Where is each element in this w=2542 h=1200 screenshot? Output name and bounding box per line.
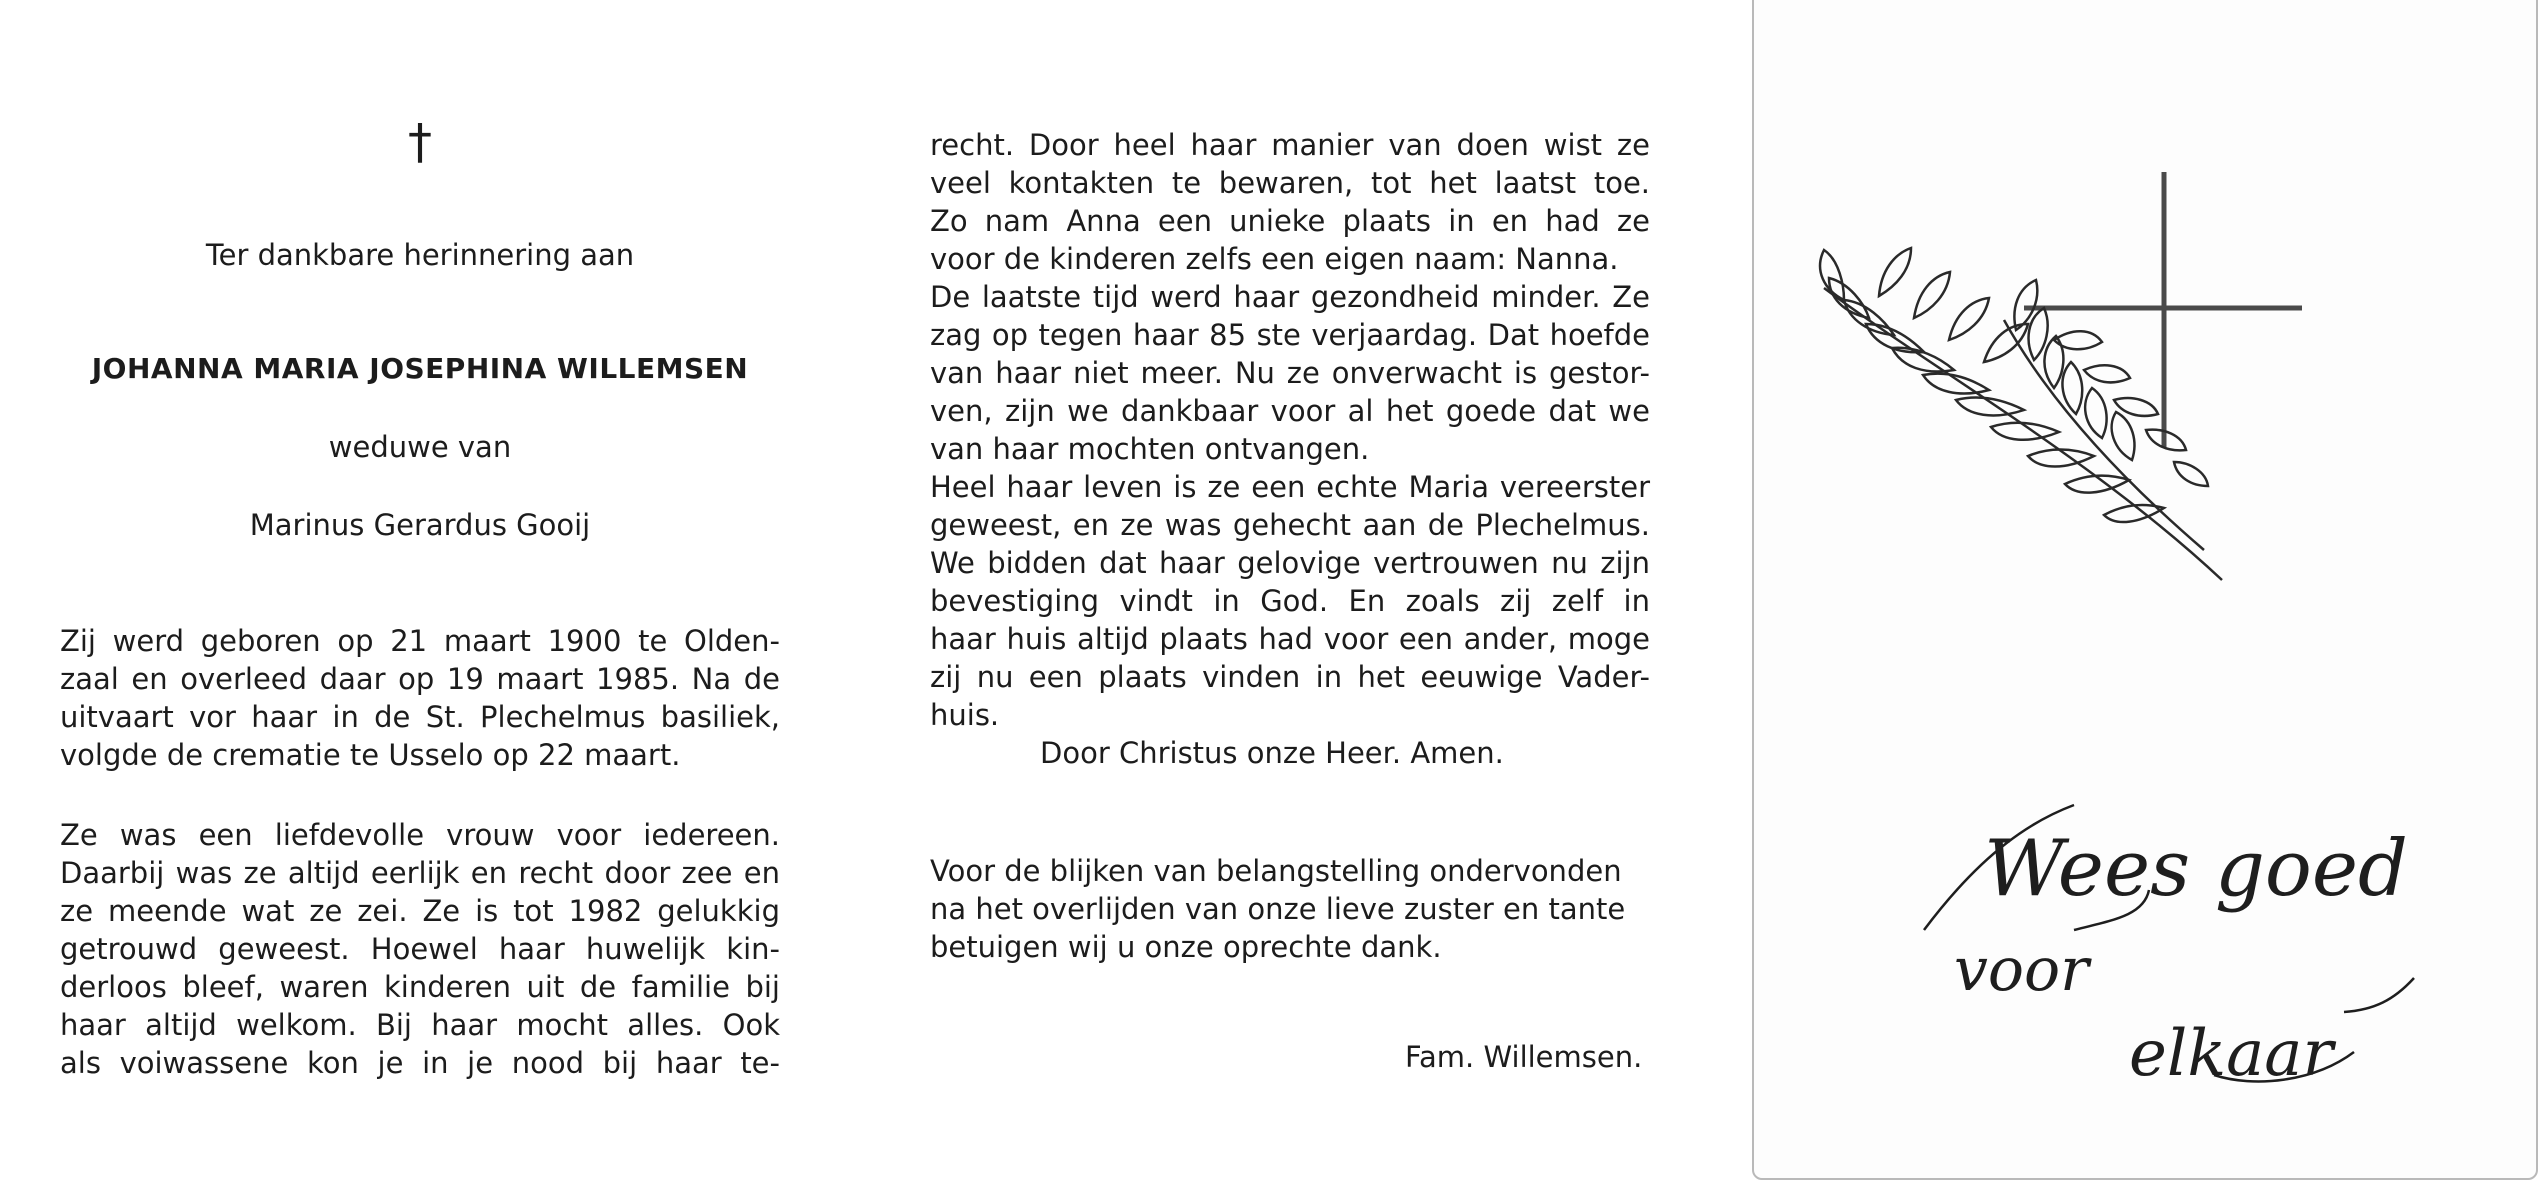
text-line: recht. Door heel haar manier van doen wist ze [930,128,1650,162]
text-line: De laatste tijd werd haar gezondheid minder. Ze [930,280,1650,314]
text-line: Zij werd geboren op 21 maart 1900 te Olden- [60,624,780,658]
amen-line: Door Christus onze Heer. Amen. [1040,736,1504,770]
text-line: Zo nam Anna een unieke plaats in en had ze [930,204,1650,238]
card-text-elkaar: elkaar [2129,1017,2334,1091]
text-line: We bidden dat haar gelovige vertrouwen nu zijn [930,546,1650,580]
text-line: ze meende wat ze zei. Ze is tot 1982 gelukkig [60,894,780,928]
text-line: getrouwd geweest. Hoewel haar huwelijk kin- [60,932,780,966]
thanks-paragraph [930,852,1650,966]
middle-text [930,126,1650,772]
spouse-name: Marinus Gerardus Gooij [249,508,591,542]
text-line: veel kontakten te bewaren, tot het laatst toe. [930,166,1650,200]
text-line: van haar niet meer. Nu ze onverwacht is gestor- [930,356,1650,390]
text-line: zaal en overleed daar op 19 maart 1985. Na de [60,662,780,696]
memorial-card-cover [1752,0,2538,1180]
text-line: Heel haar leven is ze een echte Maria vereerster [930,470,1650,504]
text-line: van haar mochten ontvangen. [930,432,1370,466]
cross-symbol: † [408,114,432,170]
text-line: Ze was een liefdevolle vrouw voor iedereen. [60,818,780,852]
text-line: ven, zijn we dankbaar voor al het goede dat we [930,394,1650,428]
text-line: haar altijd welkom. Bij haar mocht alles. Ook [60,1008,780,1042]
text-line: bevestiging vindt in God. En zoals zij zelf in [930,584,1650,618]
text-line: Voor de blijken van belangstelling ondervonden [930,854,1622,888]
in-memory-line: Ter dankbare herinnering aan [205,238,635,272]
text-line: zij nu een plaats vinden in het eeuwige Vader- [930,660,1650,694]
card-text-voor: voor [1954,935,2089,1005]
family-signature: Fam. Willemsen. [1405,1040,1643,1074]
card-artwork [1754,0,2536,1178]
biography-paragraph-2 [60,816,780,1082]
text-line: uitvaart vor haar in de St. Plechelmus basiliek, [60,700,780,734]
text-line: als voiwassene kon je in je nood bij haar te- [60,1046,780,1080]
text-line: haar huis altijd plaats had voor een ander, moge [930,622,1650,656]
biography-paragraph-1 [60,622,780,774]
text-line: voor de kinderen zelfs een eigen naam: Nanna. [930,242,1619,276]
text-line: huis. [930,698,1000,732]
text-line: volgde de crematie te Usselo op 22 maart. [60,738,681,772]
text-line: betuigen wij u onze oprechte dank. [930,930,1442,964]
deceased-name: JOHANNA MARIA JOSEPHINA WILLEMSEN [91,352,749,385]
widow-of-line: weduwe van [328,430,512,464]
text-line: derloos bleef, waren kinderen uit de familie bij [60,970,780,1004]
text-line: na het overlijden van onze lieve zuster en tante [930,892,1626,926]
text-line: geweest, en ze was gehecht aan de Plechelmus. [930,508,1650,542]
text-line: zag op tegen haar 85 ste verjaardag. Dat hoefde [930,318,1650,352]
text-line: Daarbij was ze altijd eerlijk en recht door zee en [60,856,780,890]
card-text-wees-goed: Wees goed [1984,824,2408,914]
cross-icon [2024,172,2302,448]
